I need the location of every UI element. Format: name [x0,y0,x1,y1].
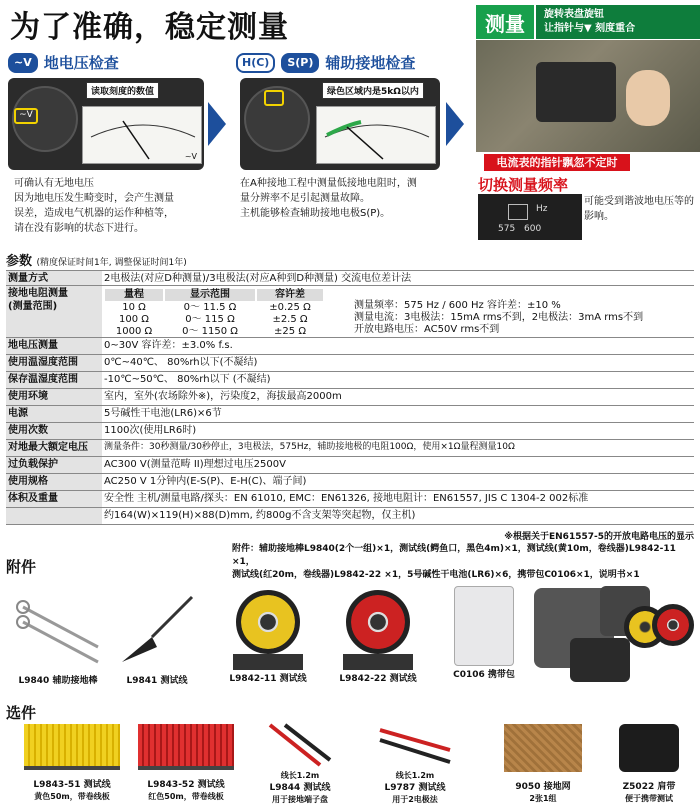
warning-bar: 电流表的指针飘忽不定时 [484,154,630,171]
two-wire-leads-icon [370,720,460,770]
panel1-header [8,52,119,73]
arrow-right-icon [208,102,226,146]
ground-rod-icon [13,592,103,672]
panel1-badge: ~V [8,53,38,73]
terminal-leads-icon [260,720,340,770]
arrow-right-icon-2 [446,102,464,146]
accessories-heading: 附件 [6,558,37,576]
spec-row: 使用温湿度范围 0℃~40℃、 80%rh以下(不凝结) [6,354,694,371]
field-photo [476,40,700,152]
spec-row: 体积及重量 安全性 主机/测量电路/探头：EN 61010, EMC：EN61326, 接地电阻计：EN61557, JIS C 1304-2 002标准 [6,490,694,507]
switch-lever [508,204,528,220]
option-item: 9050 接地网 2张1组 [498,720,588,804]
spec-row: 对地最大额定电压 测量条件：30秒测量/30秒停止，3电极法，575Hz，辅助接地极的电阻100Ω，使用×1Ω量程测量10Ω [6,439,694,456]
spec-row: 约164(W)×119(H)×88(D)mm, 约800g不含支架等突起物，仅主机) [6,507,694,525]
panel1-text: 可确认有无地电压 因为地电压发生畸变时，会产生测量 误差，造成电气机器的运作种植等， 请在没有影响的状态下进行。 [14,178,174,234]
panel2-callout: 绿色区域内是5kΩ以内 [322,82,424,99]
meter-scale [82,106,202,164]
red-cable-reel-icon [138,724,234,770]
yellow-cable-reel-icon [24,724,120,770]
full-kit-photo [530,582,698,692]
hand [626,70,670,126]
selected-range-highlight-2 [264,90,284,106]
option-item: 线长1.2m L9787 测试线 用于2电极法 [360,720,470,805]
accessory-item: L9842-11 测试线 [228,580,308,685]
panel2-badge-sp: S(P) [281,53,319,73]
accessory-item: C0106 携带包 [448,580,520,681]
accessory-item: L9841 测试线 [112,592,202,687]
measure-tag [476,5,700,39]
option-item: L9843-52 测试线 红色50m，带卷线板 [132,720,240,802]
panel2-heading: 辅助接地检查 [325,54,416,72]
options-heading: 选件 [6,704,37,722]
instrument-in-use [536,62,616,122]
panel2-header [236,52,415,73]
page-title: 为了准确，稳定测量 [10,10,289,45]
freq-575: 575 [498,224,516,234]
freq-600: 600 [524,224,542,234]
spec-title: 参数 (精度保证时间1年, 调整保证时间1年) [6,254,187,269]
panel1-heading: 地电压检查 [43,54,119,72]
scale-unit-label: ~V [184,152,197,161]
spec-row-resistance: 接地电阻测量 (测量范围) 量程 显示范围 容许差 10 Ω 0～ 11.5 Ω ±0.25 Ω 100 Ω 0～ 115 Ω ±2.5 Ω 1000 Ω 0～ 1150 Ω ±25 Ω 测量频率：575 Hz / 600 Hz 容许差：±10 % 测量电流：3电极法：15mA rms不到，2电极法：3mA rms不到 开放电路电压：AC50V rms不到 [6,285,694,337]
selected-range-highlight: ~V [14,108,38,124]
panel3-heading: 切换测量频率 [478,176,569,194]
measure-tag-line2: 让指针与▼ 刻度重合 [544,23,636,34]
test-lead-clip-icon [117,592,197,672]
meter-scale-2 [316,106,436,164]
accessory-item: L9840 辅助接地棒 [8,592,108,687]
spec-row: 地电压测量 0~30V 容许差：±3.0% f.s. [6,337,694,354]
spec-row: 使用规格 AC250 V 1分钟内(E-S(P)、E-H(C)、端子间) [6,473,694,490]
spec-row: 保存温湿度范围 -10℃~50℃、 80%rh以下 (不凝结) [6,371,694,388]
red-reel-icon [346,590,410,654]
meter-image-2 [240,78,440,170]
option-item: Z5022 肩带 便于携带测试 [602,720,696,804]
range-table: 量程 显示范围 容许差 10 Ω 0～ 11.5 Ω ±0.25 Ω 100 Ω 0～ 115 Ω ±2.5 Ω 1000 Ω 0～ 1150 Ω ±25 Ω [104,288,694,338]
panel2-text: 在A种接地工程中测量低接地电阻时，测 量分辨率不足引起测量故障。 主机能够检查辅助接地电极S(P)。 [240,178,417,219]
hz-label: Hz [536,204,548,214]
shoulder-strap-icon [619,724,679,772]
panel2-badge-hc: H(C) [236,53,275,73]
frequency-switch [478,194,582,240]
accessory-item: L9842-22 测试线 [338,580,418,685]
footnote: ※根据关于EN61557-5的开放电路电压的显示 [504,532,694,542]
panel3-note: 可能受到谐波地电压等的 影响。 [584,196,694,222]
spec-row: 测量方式 2电极法(对应D种测量)/3电极法(对应A种到D种测量) 交流电位差计法 [6,270,694,285]
ground-mesh-icon [504,724,582,772]
spec-row: 过负载保护 AC300 V(测量范畴 II)理想过电压2500V [6,456,694,473]
measure-tag-line1: 旋转表盘旋钮 [544,9,604,20]
yellow-reel-icon [236,590,300,654]
option-item: 线长1.2m L9844 测试线 用于接地端子盘 [250,720,350,805]
panel1-callout: 读取刻度的数值 [86,82,159,99]
spec-row: 使用环境 室内，室外(农场除外※)，污染度2，海拔最高2000m [6,388,694,405]
range-notes: 测量频率：575 Hz / 600 Hz 容许差：±10 % 测量电流：3电极法：15mA rms不到，2电极法：3mA rms不到 开放电路电压：AC50V rms不到 [354,300,644,335]
measure-tag-big: 测量 [476,5,536,39]
option-item: L9843-51 测试线 黄色50m，带卷线板 [18,720,126,802]
accessories-list: 附件：辅助接地棒L9840(2个一组)×1，测试线(鳄鱼口，黑色4m)×1，测试线(黄10m，卷线器)L9842-11 ×1， 测试线(红20m，卷线器)L9842-22 ×1，5号碱性干电池(LR6)×6，携带包C0106×1，说明书×1 [232,544,676,580]
meter-image-1 [8,78,204,170]
scale-graphic-2 [317,107,437,165]
spec-row: 使用次数 1100次(使用LR6时) [6,422,694,439]
spec-row: 电源 5号碱性干电池(LR6)×6节 [6,405,694,422]
carry-bag-icon [454,586,514,666]
